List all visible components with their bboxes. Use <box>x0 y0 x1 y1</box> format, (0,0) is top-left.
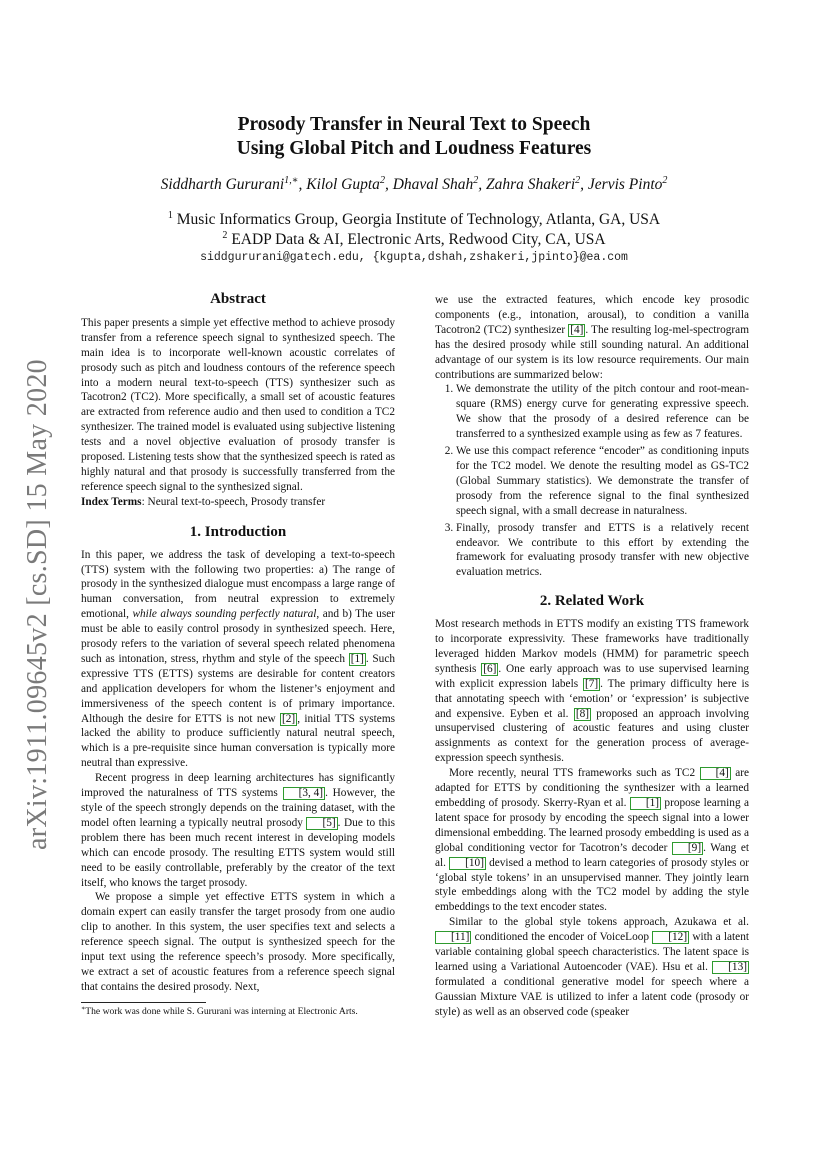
affiliation-text: Music Informatics Group, Georgia Institute of Technology, Atlanta, GA, USA <box>176 211 661 228</box>
right-column <box>435 293 749 1020</box>
related-paragraph-2 <box>435 766 749 915</box>
related-heading: 2. Related Work <box>539 593 645 610</box>
title-line-2: Using Global Pitch and Loudness Features <box>236 138 592 159</box>
intro-paragraph-3: We propose a simple yet effective ETTS system in which a domain expert can easily transfer the target prosody from one audio clip to another. In this system, the user specifies text and selects a reference speech signal. The output is synthesized speech for the input text using the reference speech’s prosody. More specifically, we extract a set of acoustic features from a reference speech signal that contains the desired prosody. Next, <box>81 891 395 993</box>
author-mark: 2 <box>575 174 581 186</box>
text-run: , and b) The user must be able to easily control prosody in synthesized speech. Here, prosody refers to the variation of several speech related phenomena such as intonation, stress, rhythm and style of the speech <box>81 608 395 665</box>
list-item: 1. We demonstrate the utility of the pitch contour and root-mean-square (RMS) energy curve for generating expressive speech. We show that the prosody of a desired reference can be transferred to a synthesized example using as few as 7 features. <box>456 382 749 442</box>
contributions-list <box>435 382 749 580</box>
intro-paragraph-2 <box>81 771 395 890</box>
text-run: conditioned the encoder of VoiceLoop <box>471 931 653 944</box>
index-terms-text: : Neural text-to-speech, Prosody transfer <box>141 495 326 508</box>
text-run: In this paper, we address the task of developing a text-to-speech (TTS) system with the following two properties: a) The range of prosody in the synthesized dialogue must encompass a large range of human conversation, from neutral expression to extremely emotional, <box>81 548 395 621</box>
affiliation-mark: 1 <box>167 209 173 221</box>
affiliation-1 <box>0 211 828 229</box>
footnote-text: The work was done while S. Gururani was interning at Electronic Arts. <box>85 1006 358 1017</box>
author-name: Dhaval Shah <box>392 176 474 193</box>
citation-link[interactable]: [5] <box>306 817 337 830</box>
index-terms <box>81 495 395 510</box>
related-paragraph-3 <box>435 915 749 1019</box>
citation-link[interactable]: [4] <box>700 767 731 780</box>
citation-link[interactable]: [10] <box>449 857 486 870</box>
citation-link[interactable]: [3, 4] <box>283 787 325 800</box>
affiliation-text: EADP Data & AI, Electronic Arts, Redwood City, CA, USA <box>231 231 606 248</box>
affiliation-2 <box>0 231 828 249</box>
citation-link[interactable]: [12] <box>652 931 689 944</box>
text-run: with a latent variable containing global speech characteristics. The latent space is learned using a Variational Autoencoder (VAE). Hsu et al. <box>435 931 749 973</box>
arxiv-identifier: arXiv:1911.09645v2 [cs.SD] 15 May 2020 <box>22 359 53 850</box>
author-list: Siddharth Gururani$^{1,∗}$, Kilol Gupta$^2$, Dhaval Shah$^2$, Zahra Shakeri$^2$, Jervis Pinto$^2$ <box>160 174 668 193</box>
text-run: , initial TTS systems lacked the ability to produce sufficiently natural neutral speech, which is a pre-requisite since human conversation is typically more neutral than expressive. <box>81 712 395 770</box>
text-run: More recently, neural TTS frameworks such as TC2 <box>449 767 700 780</box>
abstract-heading: Abstract <box>210 291 266 307</box>
abstract-text: This paper presents a simple yet effective method to achieve prosody transfer from a reference speech signal to synthesized speech. The main idea is to incorporate well-known acoustic correlates of prosody such as pitch and loudness contours of the reference speech into a modern neural text-to-speech (TTS) synthesizer such as Tacotron2 (TC2). More specifically, a small set of acoustic features are extracted from reference audio and then used to condition a TC2 synthesizer. The trained model is evaluated using subjective listening tests and a novel objective evaluation of prosody transfer is proposed. Listening tests show that the synthesized speech is rated as highly natural and that prosody is successfully transferred from the reference speech signal to the synthesized signal. <box>81 316 395 493</box>
text-run: formulated a conditional generative model for speech where a Gaussian Mixture VAE is utilized to infer a latent code (prosody or style) as well as an observed code (speaker <box>435 975 749 1018</box>
citation-link[interactable]: [4] <box>570 323 584 336</box>
text-run: . The resulting log-mel-spectrogram has the desired prosody while still sounding natural. An additional advantage of our system is its low resource requirements. Our main contributions are summarized below: <box>435 323 749 381</box>
text-run: we use the extracted features, which encode key prosodic components (e.g., intonation, arousal), to condition a vanilla Tacotron2 (TC2) synthesizer <box>435 294 749 336</box>
author-name: Kilol Gupta <box>306 176 380 193</box>
citation-link[interactable]: [6] <box>483 662 497 675</box>
text-run: Recent progress in deep learning architectures has significantly improved the naturalness of TTS systems <box>81 772 395 800</box>
text-run: . Wang et al. <box>435 841 749 869</box>
intro-paragraph-3-cont <box>435 293 749 382</box>
citation-link[interactable]: [2] <box>282 712 296 725</box>
list-item: 3. Finally, prosody transfer and ETTS is a relatively recent endeavor. We contribute to this effort by extending the framework for evaluating prosody transfer with new objective evaluation metrics. <box>456 521 749 581</box>
author-mark: 1,∗ <box>284 174 299 186</box>
citation-link[interactable]: [1] <box>350 652 364 665</box>
text-run: Most research methods in ETTS modify an existing TTS framework to incorporate expressivity. These frameworks have traditionally leveraged hidden Markov models (HMM) for parametric speech synthesis <box>435 618 749 675</box>
affiliation-mark: 2 <box>222 229 228 241</box>
author-mark: 2 <box>473 174 479 186</box>
text-run: proposed an approach involving unsupervised clustering of acoustic features and using cluster assignments as context for the generation process of average-expression speech synthesis. <box>435 707 749 765</box>
list-item: 2. We use this compact reference “encoder” as conditioning inputs for the TC2 model. We denote the resulting model as GS-TC2 (Global Summary statistics). We demonstrate the transfer of prosody from the reference signal to the final synthesized speech signal, with a small decrease in naturalness. <box>456 444 749 519</box>
footnote-rule <box>81 1002 206 1003</box>
author-name: Jervis Pinto <box>587 176 663 193</box>
intro-heading: 1. Introduction <box>189 523 287 540</box>
citation-link[interactable]: [9] <box>672 842 703 855</box>
text-run: . Such expressive TTS (ETTS) systems are desirable for content creators and application developers for whom the listener’s enjoyment and immersiveness of the speech content is of primary importance. Although the desire for ETTS is not new <box>81 652 395 725</box>
footnote-mark: ∗ <box>81 1004 86 1012</box>
text-run: . However, the style of the speech strongly depends on the training dataset, with the model often learning a typically neutral prosody <box>81 787 395 829</box>
emphasis-text: while always sounding perfectly natural <box>132 608 317 621</box>
text-run: . Due to this problem there has been much recent interest in developing models which can encode prosody. The resulting ETTS system would still need to be easily controllable, preferably by the creator of the text itself, who knows the target prosody. <box>81 816 395 889</box>
paper-title <box>0 113 828 161</box>
citation-link[interactable]: [13] <box>712 961 749 974</box>
text-run: devised a method to learn categories of prosody styles or ‘global style tokens’ in an unsupervised manner. They jointly learn style embeddings along with the TC2 model by adding the style embeddings to the text encoder states. <box>435 856 749 914</box>
author-mark: 2 <box>662 174 668 186</box>
citation-link[interactable]: [11] <box>435 931 471 944</box>
intro-paragraph-1 <box>81 548 395 772</box>
index-terms-label: Index Terms <box>81 495 142 508</box>
author-mark: 2 <box>379 174 385 186</box>
text-run: Similar to the global style tokens approach, Azukawa et al. <box>449 916 749 929</box>
footnote <box>81 1006 395 1019</box>
text-run: propose learning a latent space for prosody by encoding the speech signal into a lower dimensional embedding. The learned prosody embedding is used as a global conditioning vector for Tacotron’s decoder <box>435 797 749 854</box>
title-line-1: Prosody Transfer in Neural Text to Speech <box>237 114 591 135</box>
author-name: Siddharth Gururani <box>160 176 285 193</box>
author-emails: siddgururani@gatech.edu, {kgupta,dshah,zshakeri,jpinto}@ea.com <box>200 251 628 264</box>
citation-link[interactable]: [8] <box>575 707 589 720</box>
text-run: . The primary difficulty here is that annotating speech with ‘emotion’ or ‘expression’ is subjective and expensive. Eyben et al. <box>435 677 749 720</box>
citation-link[interactable]: [7] <box>584 677 599 690</box>
text-run: are adapted for ETTS by conditioning the synthesizer with a learned embedding of prosody. Skerry-Ryan et al. <box>435 767 749 809</box>
author-name: Zahra Shakeri <box>486 176 576 193</box>
citation-link[interactable]: [1] <box>630 797 661 810</box>
left-column <box>81 292 395 995</box>
related-paragraph-1 <box>435 617 749 766</box>
text-run: . One early approach was to use supervised learning with explicit expression labels <box>435 662 750 690</box>
